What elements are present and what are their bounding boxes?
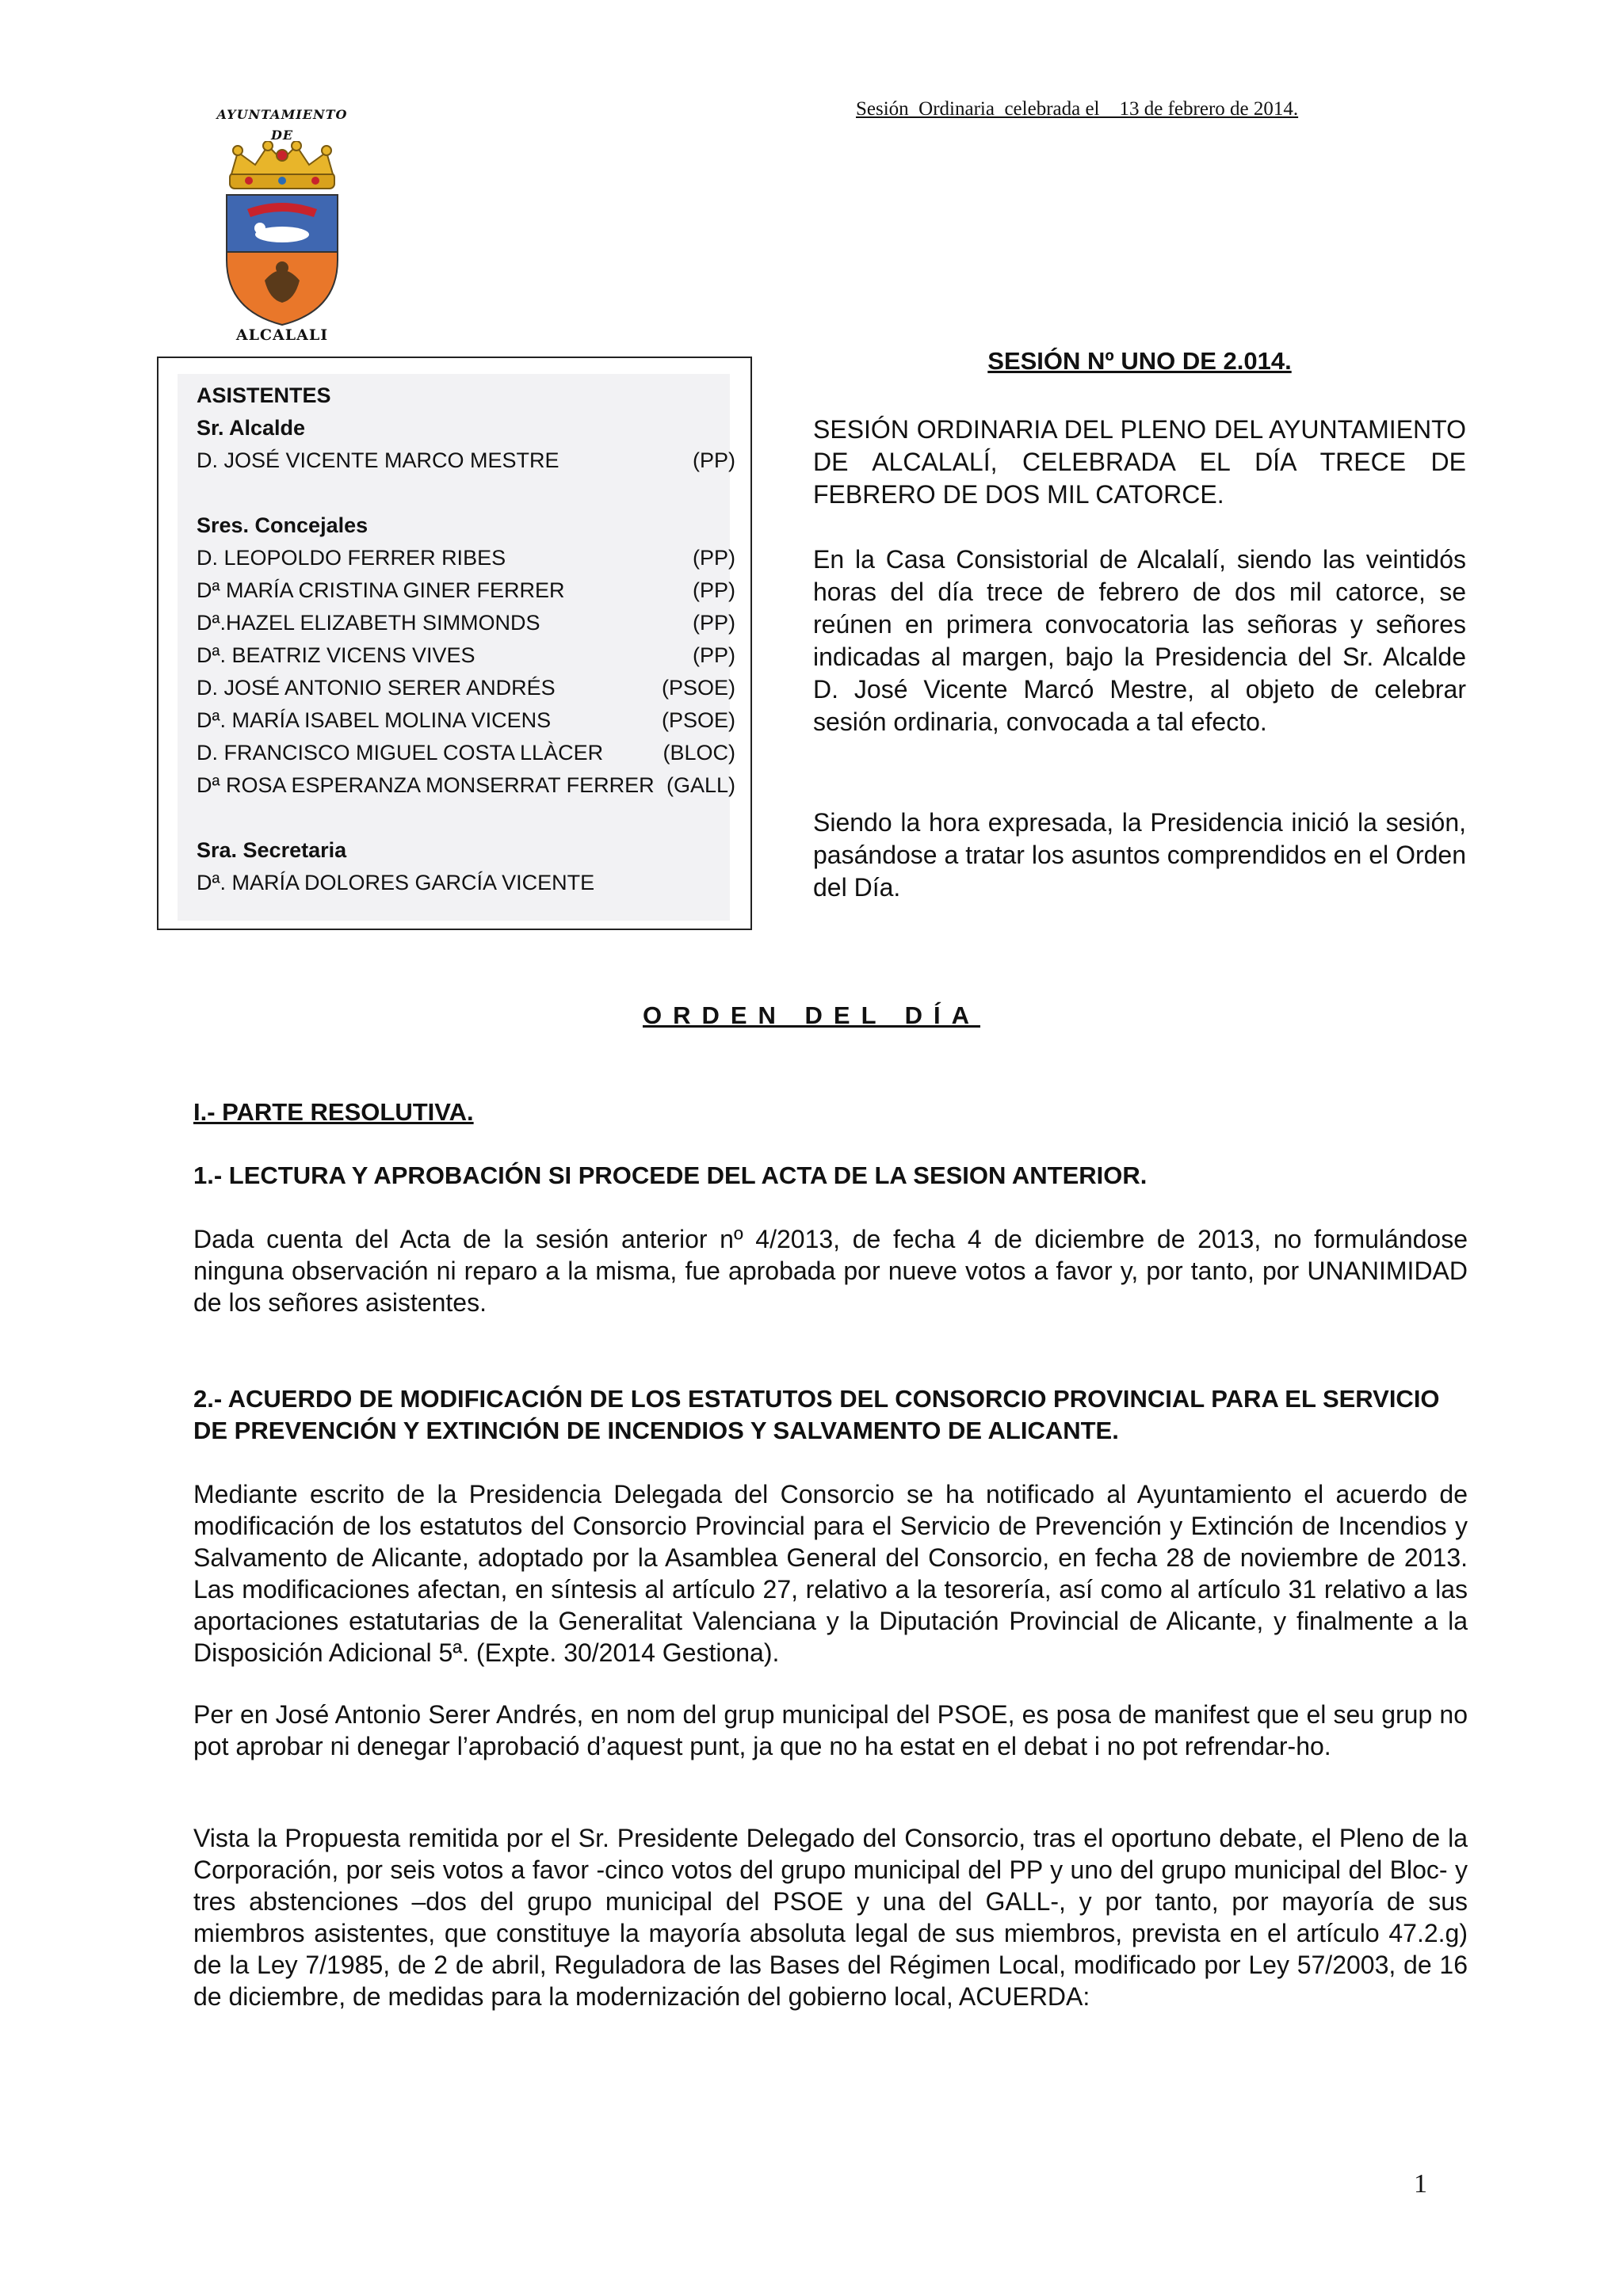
logo-bottom-text: ALCALALI — [235, 326, 329, 344]
agenda-heading-text: ORDEN DEL DÍA — [642, 1001, 980, 1029]
attendee-party: (PP) — [693, 546, 735, 570]
logo-top-line1: AYUNTAMIENTO — [216, 107, 348, 122]
attendee-party: (GALL) — [666, 773, 735, 797]
session-start-paragraph: Siendo la hora expresada, la Presidencia inició la sesión, pasándose a tratar los asuntos comprendidos en el Orden del Día. — [813, 808, 1466, 902]
item-1-text: Dada cuenta del Acta de la sesión anterior nº 4/2013, de fecha 4 de diciembre de 2013, no formulándose ninguna observación ni reparo a la misma, fue aprobada por nueve votos a favor y, por tanto, por UNANIMIDAD de los señores asistentes. — [193, 1225, 1468, 1317]
attendee-name: Dª ROSA ESPERANZA MONSERRAT FERRER — [197, 773, 655, 797]
item-1-title: 1.- LECTURA Y APROBACIÓN SI PROCEDE DEL ACTA DE LA SESION ANTERIOR. — [193, 1161, 1148, 1189]
attendee-name: D. FRANCISCO MIGUEL COSTA LLÀCER — [197, 741, 604, 765]
attendee-name: D. JOSÉ VICENTE MARCO MESTRE — [197, 448, 559, 472]
attendee-party: (PP) — [693, 448, 735, 472]
attendees-panel — [178, 374, 735, 921]
attendee-party: (PSOE) — [661, 676, 735, 700]
attendee-name: ASISTENTES — [197, 383, 331, 407]
attendee-name: Dª. MARÍA ISABEL MOLINA VICENS — [197, 708, 552, 732]
session-title: SESIÓN Nº UNO DE 2.014. — [987, 347, 1292, 375]
crown-icon — [230, 141, 334, 189]
attendee-name: Dª MARÍA CRISTINA GINER FERRER — [197, 578, 565, 602]
attendee-name: Sres. Concejales — [197, 513, 369, 537]
attendee-name: Dª.HAZEL ELIZABETH SIMMONDS — [197, 611, 540, 635]
attendee-name: Dª. MARÍA DOLORES GARCÍA VICENTE — [197, 871, 595, 894]
item-2-paragraph-1: Mediante escrito de la Presidencia Delegada del Consorcio se ha notificado al Ayuntamiento el acuerdo de modificación de los estatutos del Consorcio Provincial para el Servicio de Prevención y Extinción de Incendios y Salvamento de Alicante, adoptado por la Asamblea General del Consorcio, en fecha 28 de noviembre de 2013. Las modificaciones afectan, en síntesis al artículo 27, relativo a la tesorería, así como al artículo 31 relativo a las aportaciones estatutarias de la Generalitat Valenciana y la Diputación Provincial de Alicante, y finalmente a la Disposición Adicional 5ª. (Expte. 30/2014 Gestiona). — [193, 1480, 1468, 1667]
shield-icon — [227, 195, 338, 325]
attendee-party: (PSOE) — [661, 708, 735, 732]
coat-of-arms-logo — [216, 141, 349, 328]
part-title: I.- PARTE RESOLUTIVA. — [193, 1098, 474, 1126]
page-number: 1 — [1414, 2169, 1427, 2199]
session-intro-paragraph: En la Casa Consistorial de Alcalalí, siendo las veintidós horas del día trece de febrero de dos mil catorce, se reúnen en primera convocatoria las señoras y señores indicadas al margen, bajo la Presidencia del Sr. Alcalde D. José Vicente Marcó Mestre, al objeto de celebrar sesión ordinaria, convocada a tal efecto. — [813, 545, 1466, 736]
attendee-party: (PP) — [693, 643, 735, 667]
attendee-name: Sra. Secretaria — [197, 838, 347, 862]
attendee-name: D. JOSÉ ANTONIO SERER ANDRÉS — [197, 676, 556, 700]
attendee-name: D. LEOPOLDO FERRER RIBES — [197, 546, 506, 570]
agenda-heading — [0, 1001, 1623, 1030]
attendee-name: Dª. BEATRIZ VICENS VIVES — [197, 643, 475, 667]
item-2-paragraph-2: Per en José Antonio Serer Andrés, en nom del grup municipal del PSOE, es posa de manifest que el seu grup no pot aprobar ni denegar l’aprobació d’aquest punt, ja que no ha estat en el debat i no pot refrendar-ho. — [193, 1700, 1468, 1760]
attendee-name: Sr. Alcalde — [197, 416, 306, 440]
session-summary: SESIÓN ORDINARIA DEL PLENO DEL AYUNTAMIENTO DE ALCALALÍ, CELEBRADA EL DÍA TRECE DE FEBRERO DE DOS MIL CATORCE. — [813, 415, 1466, 509]
attendee-party: (BLOC) — [663, 741, 735, 765]
item-2-paragraph-3: Vista la Propuesta remitida por el Sr. Presidente Delegado del Consorcio, tras el oportuno debate, el Pleno de la Corporación, por seis votos a favor -cinco votos del grupo municipal del PP y uno del grupo municipal del Bloc- y tres abstenciones –dos del grupo municipal del PSOE y una del GALL-, y por tanto, por mayoría de sus miembros asistentes, que constituye la mayoría absoluta legal de sus miembros, prevista en el artículo 47.2.g) de la Ley 7/1985, de 2 de abril, Reguladora de las Bases del Régimen Local, modificado por Ley 57/2003, de 16 de diciembre, de medidas para la modernización del gobierno local, ACUERDA: — [193, 1824, 1468, 2011]
attendees-box — [157, 357, 752, 930]
attendee-party: (PP) — [693, 611, 735, 635]
item-2-title: 2.- ACUERDO DE MODIFICACIÓN DE LOS ESTATUTOS DEL CONSORCIO PROVINCIAL PARA EL SERVICIO DE PREVENCIÓN Y EXTINCIÓN DE INCENDIOS Y SALVAMENTO DE ALICANTE. — [193, 1385, 1440, 1444]
session-header-line: Sesión Ordinaria celebrada el 13 de febrero de 2014. — [856, 98, 1299, 120]
logo-top-line2: DE — [270, 128, 294, 143]
logo-top-text — [216, 105, 349, 146]
attendee-party: (PP) — [693, 578, 735, 602]
